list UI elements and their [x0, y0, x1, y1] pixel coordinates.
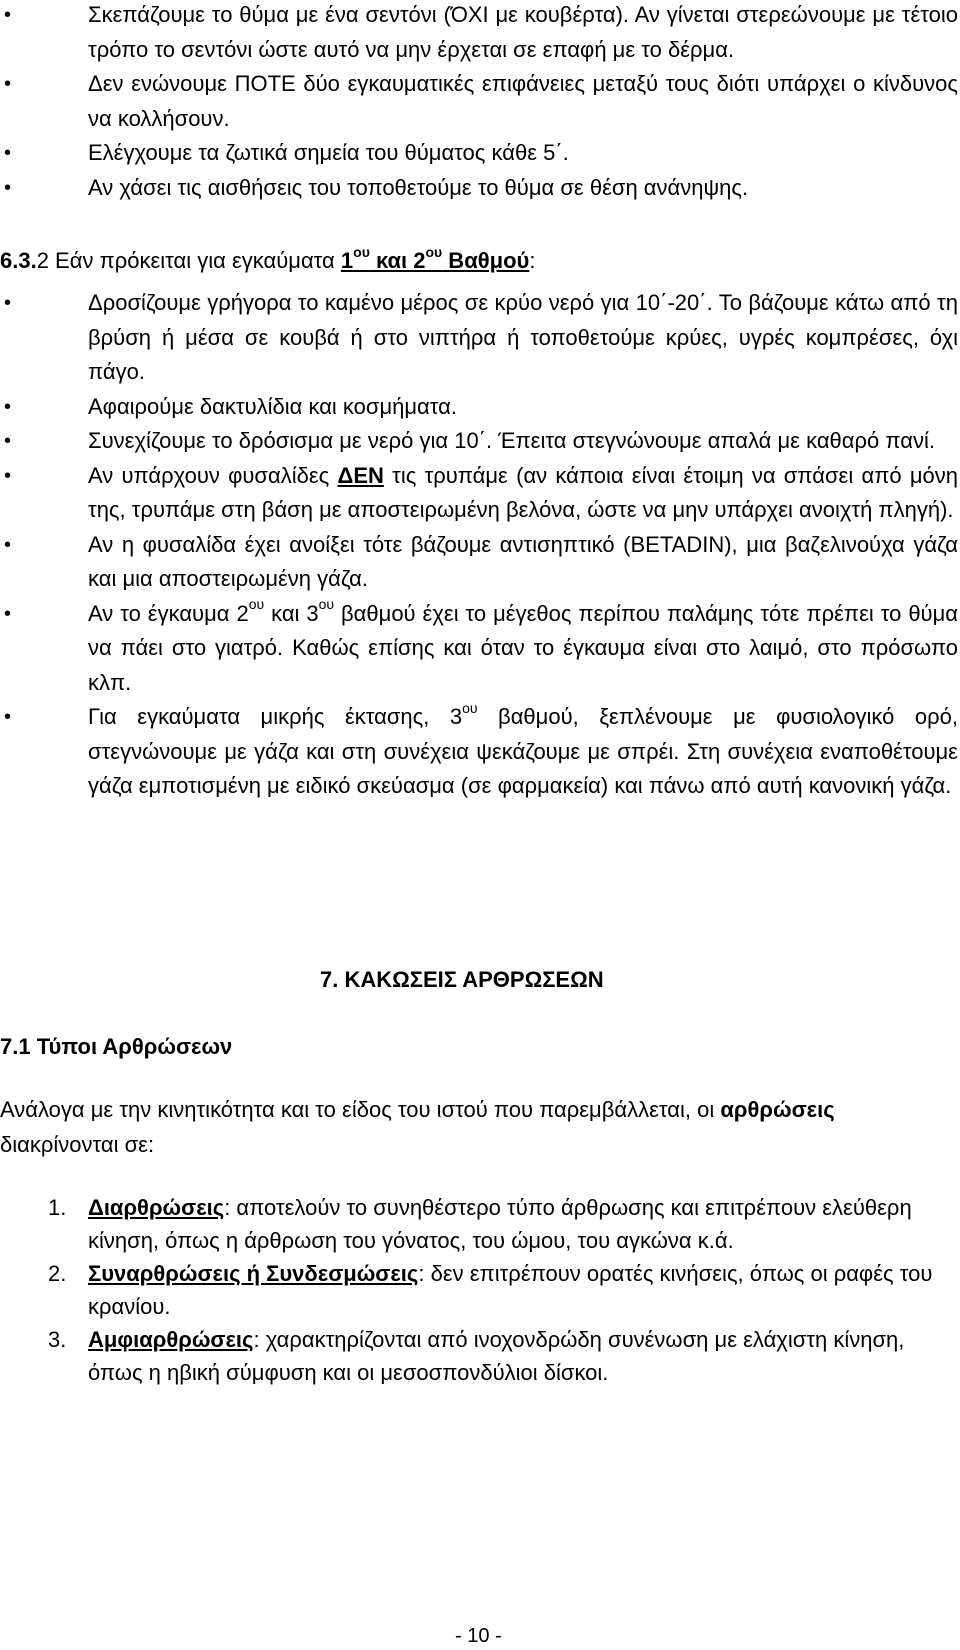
burns-list-tail: [0, 0, 960, 205]
chapter-7-heading: 7. ΚΑΚΩΣΕΙΣ ΑΡΘΡΩΣΕΩΝ: [320, 967, 604, 992]
list-item: • Σκεπάζουμε το θύμα με ένα σεντόνι (ΌΧΙ με κουβέρτα). Αν γίνεται στερεώνουμε με τέτοιο τρόπο το σεντόνι ώστε αυτό να μην έρχεται σε επαφή με το δέρμα.: [0, 0, 960, 67]
list-item: 3. Αμφιαρθρώσεις: χαρακτηρίζονται από ινοχονδρώδη συνένωση με ελάχιστη κίνηση, όπως η ηβική σύμφυση και οι μεσοσπονδύλιοι δίσκοι.: [48, 1327, 905, 1385]
list-item: • Για εγκαύματα μικρής έκτασης, $3^{o\upsilon}$ βαθμού, ξεπλένουμε με φυσιολογικό ορό, στεγνώνουμε με γάζα και στη συνέχεια ψεκάζουμε με σπρέι. Στη συνέχεια εναποθέτουμε γάζα εμποτισμένη με ειδικό σκεύασμα (σε φαρμακεία) και πάνω από αυτή κανονική γάζα.: [0, 700, 960, 804]
section-number: 6.3.: [0, 248, 37, 273]
list-item: • Αν υπάρχουν φυσαλίδες ΔΕΝ τις τρυπάμε (αν κάποια είναι έτοιμη να σπάσει από μόνη της, τρυπάμε στη βάση με αποστειρωμένη βελόνα, ώστε να μην υπάρχει ανοιχτή πληγή).: [0, 459, 960, 528]
page-number: - 10 -: [455, 1625, 502, 1647]
list-item: 1. Διαρθρώσεις: αποτελούν το συνηθέστερο τύπο άρθρωσης και επιτρέπουν ελεύθερη κίνηση, όπως η άρθρωση του γόνατος, του ώμου, του αγκώνα κ.ά.: [48, 1195, 912, 1253]
list-item: • Δροσίζουμε γρήγορα το καμένο μέρος σε κρύο νερό για 10΄-20΄. Το βάζουμε κάτω από τη βρύση ή μέσα σε κουβά ή στο νιπτήρα ή τοποθετούμε κρύες, υγρές κομπρέσες, όχι πάγο.: [0, 286, 960, 390]
list-item: • Ελέγχουμε τα ζωτικά σημεία του θύματος κάθε 5΄.: [0, 136, 960, 171]
joints-intro: Ανάλογα με την κινητικότητα και το είδος του ιστού που παρεμβάλλεται, οι αρθρώσεις διακρίνονται σε:: [0, 1097, 835, 1157]
list-item: • Αν η φυσαλίδα έχει ανοίξει τότε βάζουμε αντισηπτικό (BETADIN), μια βαζελινούχα γάζα και μια αποστειρωμένη γάζα.: [0, 528, 960, 597]
list-item: • Αν χάσει τις αισθήσεις του τοποθετούμε το θύμα σε θέση ανάνηψης.: [0, 171, 960, 206]
joint-types-list: [0, 1191, 948, 1389]
list-item: • Συνεχίζουμε το δρόσισμα με νερό για 10΄. Έπειτα στεγνώνουμε απαλά με καθαρό πανί.: [0, 424, 960, 459]
minor-burns-list: [0, 286, 960, 804]
list-item: • Αφαιρούμε δακτυλίδια και κοσμήματα.: [0, 390, 960, 425]
list-item: 2. Συναρθρώσεις ή Συνδεσμώσεις: δεν επιτρέπουν ορατές κινήσεις, όπως οι ραφές του κρανίου.: [48, 1261, 933, 1319]
section-7-1-heading: 7.1 Τύποι Αρθρώσεων: [0, 1034, 233, 1059]
degree-phrase: $1^{o\upsilon}$ και $2^{o\upsilon}$ Βαθμού: [340, 243, 530, 273]
list-item: • Αν το έγκαυμα $2^{o\upsilon}$ και $3^{o\upsilon}$ βαθμού έχει το μέγεθος περίπου παλάμης τότε πρέπει το θύμα να πάει στο γιατρό. Καθώς επίσης και όταν το έγκαυμα είναι στο λαιμό, στο πρόσωπο κλπ.: [0, 597, 960, 701]
section-6-3-2-heading: 6.3.2 Εάν πρόκειται για εγκαύματα $1^{o\upsilon}$ και $2^{o\upsilon}$ Βαθμού:: [0, 243, 536, 273]
list-item: • Δεν ενώνουμε ΠΟΤΕ δύο εγκαυματικές επιφάνειες μεταξύ τους διότι υπάρχει ο κίνδυνος να κολλήσουν.: [0, 67, 960, 136]
section-text: 2 Εάν πρόκειται για εγκαύματα: [36, 248, 341, 273]
emphasis-not: ΔΕΝ: [337, 462, 384, 488]
